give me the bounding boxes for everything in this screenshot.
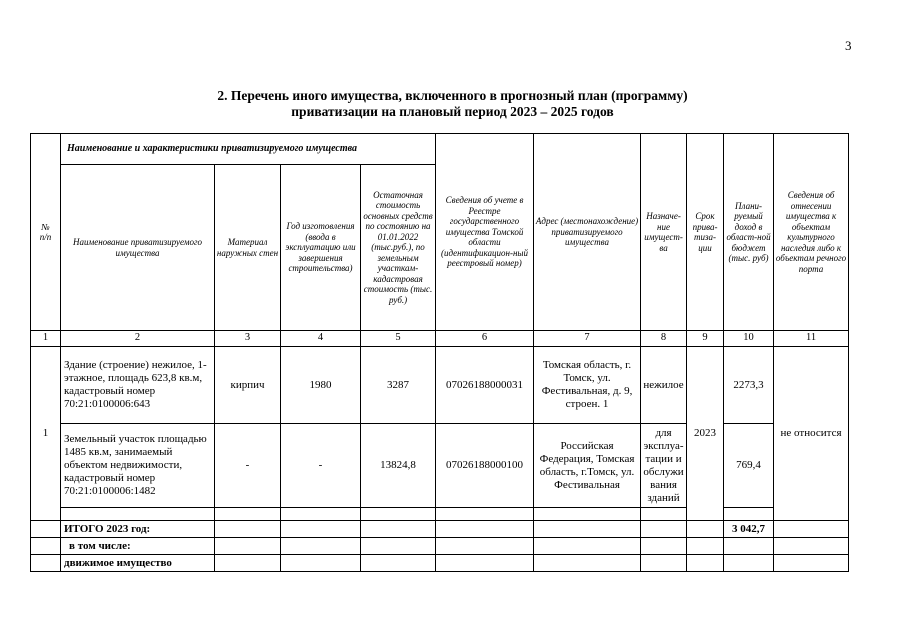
item-name: Здание (строение) нежилое, 1-этажное, площадь 623,8 кв.м, кадастровый номер 70:21:0100006:643 <box>61 347 215 424</box>
row-number: 1 <box>31 347 61 521</box>
col-number: 1 <box>31 331 61 347</box>
item-purpose: для эксплуа-тации и обслужи вания зданий <box>641 424 687 508</box>
col-number: 10 <box>724 331 774 347</box>
item-name: Земельный участок площадью 1485 кв.м, занимаемый объектом недвижимости, кадастровый номер 70:21:0100006:1482 <box>61 424 215 508</box>
item-income: 769,4 <box>724 424 774 508</box>
title-line-2: приватизации на плановый период 2023 – 2025 годов <box>291 104 614 119</box>
item-material: - <box>215 424 281 508</box>
total-value: 3 042,7 <box>724 521 774 538</box>
item-registry: 07026188000031 <box>436 347 534 424</box>
header-income: Плани-руемый доход в област-ной бюджет (тыс. руб) <box>724 134 774 331</box>
including-label: в том числе: <box>61 538 215 555</box>
item-registry: 07026188000100 <box>436 424 534 508</box>
including-row <box>31 538 849 555</box>
title-line-1: 2. Перечень иного имущества, включенного в прогнозный план (программу) <box>217 88 688 103</box>
header-name: Наименование приватизируемого имущества <box>61 165 215 331</box>
movable-row <box>31 555 849 572</box>
item-address: Томская область, г. Томск, ул. Фестивальная, д. 9, строен. 1 <box>534 347 641 424</box>
empty-row <box>31 508 849 521</box>
movable-label: движимое имущество <box>61 555 215 572</box>
col-number: 5 <box>361 331 436 347</box>
col-number: 4 <box>281 331 361 347</box>
header-num: № п/п <box>31 134 61 331</box>
section-title <box>0 88 905 120</box>
table-row <box>31 347 849 424</box>
total-label: ИТОГО 2023 год: <box>61 521 215 538</box>
col-number: 9 <box>687 331 724 347</box>
header-group: Наименование и характеристики приватизируемого имущества <box>61 134 436 165</box>
total-row <box>31 521 849 538</box>
page-number: 3 <box>845 38 852 53</box>
col-number: 6 <box>436 331 534 347</box>
col-number: 7 <box>534 331 641 347</box>
heritage-status: не относится <box>774 347 849 521</box>
item-address: Российская Федерация, Томская область, г.Томск, ул. Фестивальная <box>534 424 641 508</box>
header-heritage: Сведения об отнесении имущества к объектам культурного наследия либо к объектам речного порта <box>774 134 849 331</box>
header-purpose: Назначе-ние имущест-ва <box>641 134 687 331</box>
item-residual: 3287 <box>361 347 436 424</box>
col-number: 3 <box>215 331 281 347</box>
col-number: 8 <box>641 331 687 347</box>
item-material: кирпич <box>215 347 281 424</box>
item-residual: 13824,8 <box>361 424 436 508</box>
column-numbers-row <box>31 331 849 347</box>
header-address: Адрес (местонахождение) приватизируемого имущества <box>534 134 641 331</box>
item-income: 2273,3 <box>724 347 774 424</box>
property-table <box>30 133 849 572</box>
header-year: Год изготовления (ввода в эксплуатацию или завершения строительства) <box>281 165 361 331</box>
header-registry: Сведения об учете в Реестре государственного имущества Томской области (идентификацион-ный реестровый номер) <box>436 134 534 331</box>
header-material: Материал наружных стен <box>215 165 281 331</box>
header-term: Срок прива-тиза-ции <box>687 134 724 331</box>
header-residual: Остаточная стоимость основных средств по состоянию на 01.01.2022 (тыс.руб.), по земельным участкам-кадастровая стоимость (тыс. руб.) <box>361 165 436 331</box>
item-year: 1980 <box>281 347 361 424</box>
col-number: 11 <box>774 331 849 347</box>
item-year: - <box>281 424 361 508</box>
item-purpose: нежилое <box>641 347 687 424</box>
col-number: 2 <box>61 331 215 347</box>
privatization-term: 2023 <box>687 347 724 521</box>
table-row <box>31 424 849 508</box>
